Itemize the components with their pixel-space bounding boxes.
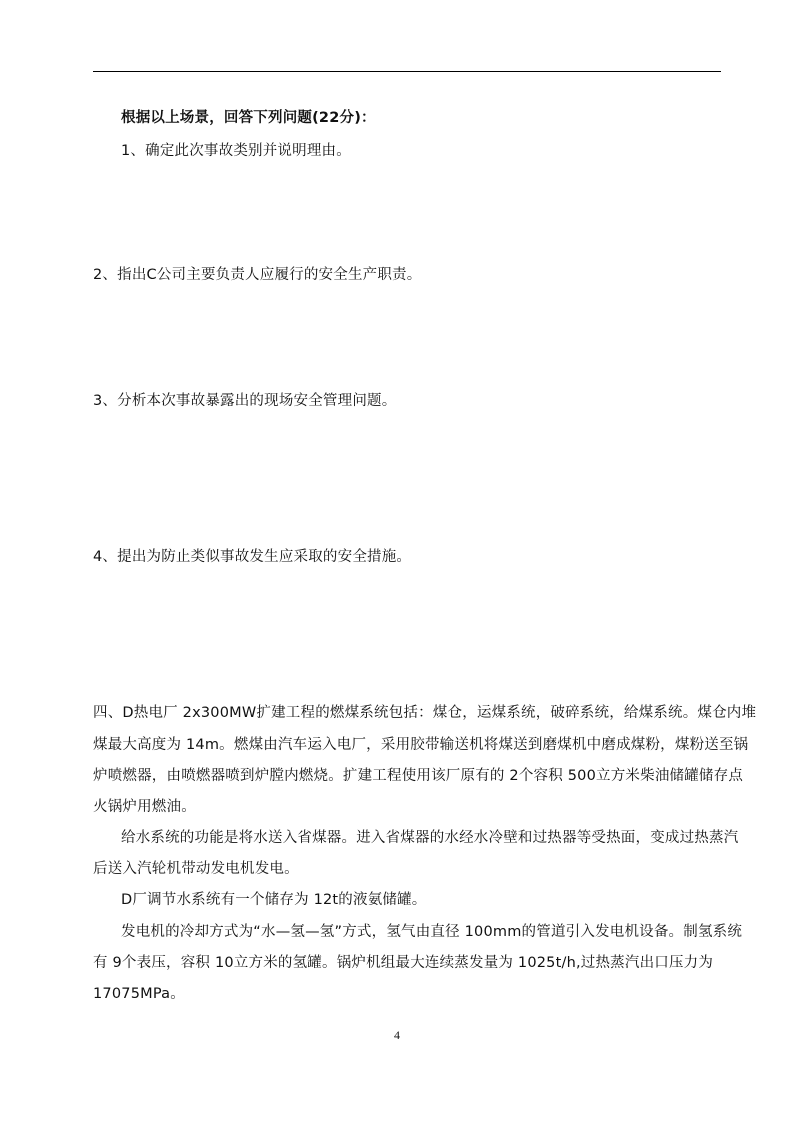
section-four-line-9: 有 9个表压，容积 10立方米的氢罐。锅炉机组最大连续蒸发量为 1025t/h,过热蒸汽出口压力为 <box>93 955 714 971</box>
section-four-line-7: D厂调节水系统有一个储存为 12t的液氨储罐。 <box>121 892 427 908</box>
question-3: 3、分析本次事故暴露出的现场安全管理问题。 <box>93 393 397 409</box>
section-four-line-3: 炉喷燃器，由喷燃器喷到炉膛内燃烧。扩建工程使用该厂原有的 2个容积 500立方米柴油储罐储存点 <box>93 768 744 784</box>
section-four-line-6: 后送入汽轮机带动发电机发电。 <box>93 861 299 877</box>
section-four-line-4: 火锅炉用燃油。 <box>93 799 196 815</box>
section-four-line-1: 四、D热电厂 2x300MW扩建工程的燃煤系统包括：煤仓，运煤系统，破碎系统，给煤系统。煤仓内堆 <box>93 705 757 721</box>
question-2: 2、指出C公司主要负责人应履行的安全生产职责。 <box>93 267 422 283</box>
header-rule <box>93 71 721 72</box>
section-four-line-2: 煤最大高度为 14m。燃煤由汽车运入电厂，采用胶带输送机将煤送到磨煤机中磨成煤粉，煤粉送至锅 <box>93 737 749 753</box>
questions-intro: 根据以上场景，回答下列问题(22分)： <box>121 110 376 126</box>
page-number: 4 <box>394 1028 400 1042</box>
section-four-line-5: 给水系统的功能是将水送入省煤器。进入省煤器的水经水冷壁和过热器等受热面，变成过热蒸汽 <box>121 830 739 846</box>
section-four-line-8: 发电机的冷却方式为“水—氢—氢”方式，氢气由直径 100mm的管道引入发电机设备。制氢系统 <box>121 924 743 940</box>
question-1: 1、确定此次事故类别并说明理由。 <box>121 143 351 159</box>
section-four-line-10: 17075MPa。 <box>93 986 185 1002</box>
question-4: 4、提出为防止类似事故发生应采取的安全措施。 <box>93 549 412 565</box>
